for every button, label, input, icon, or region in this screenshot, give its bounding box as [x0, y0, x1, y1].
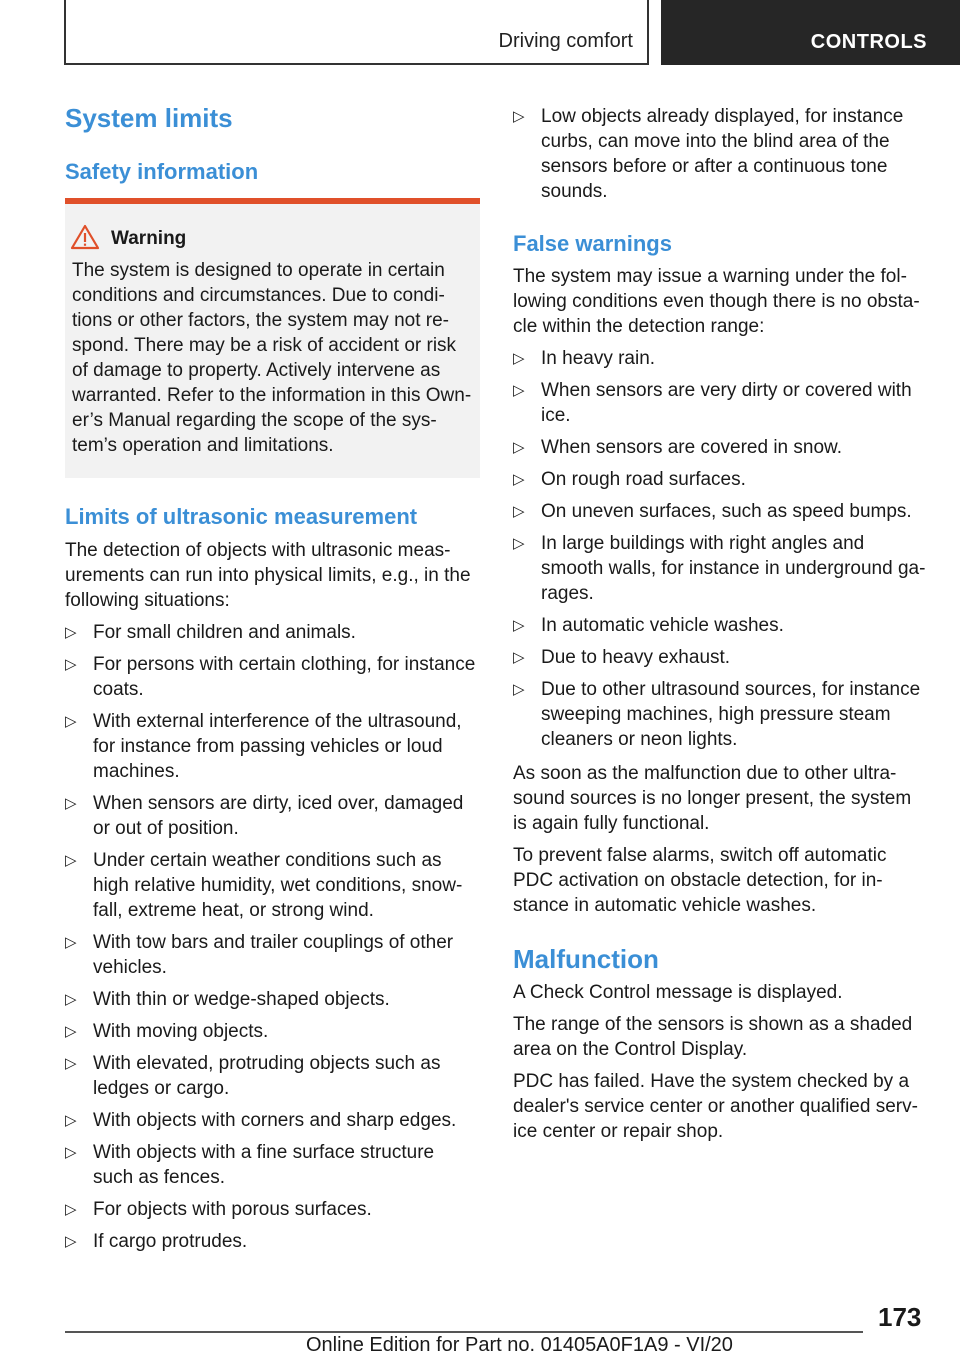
- bullet-icon: ▷: [513, 471, 525, 488]
- paragraph-line: stance in automatic vehicle washes.: [513, 895, 817, 916]
- list-item-text: For persons with certain clothing, for instance: [93, 654, 476, 675]
- bullet-icon: ▷: [513, 350, 525, 367]
- limits-intro-line: following situations:: [65, 590, 230, 611]
- bullet-icon: ▷: [513, 649, 525, 666]
- warning-line: The system is designed to operate in certain: [72, 260, 445, 281]
- list-item-text: On uneven surfaces, such as speed bumps.: [541, 501, 912, 522]
- list-item-text: sweeping machines, high pressure steam: [541, 704, 891, 725]
- false-intro-line: lowing conditions even though there is no obsta‐: [513, 291, 920, 312]
- list-item-text: or out of position.: [93, 818, 239, 839]
- warning-line: tions or other factors, the system may not re‐: [72, 310, 449, 331]
- list-item-text: ice.: [541, 405, 571, 426]
- list-item-text: Due to other ultrasound sources, for instance: [541, 679, 921, 700]
- list-item-text: When sensors are very dirty or covered with: [541, 380, 912, 401]
- bullet-icon: ▷: [65, 934, 77, 951]
- list-item-text: high relative humidity, wet conditions, snow‐: [93, 875, 463, 896]
- list-item-text: With tow bars and trailer couplings of other: [93, 932, 454, 953]
- list-item-text: curbs, can move into the blind area of the: [541, 131, 890, 152]
- bullet-icon: ▷: [65, 1144, 77, 1161]
- bullet-icon: ▷: [65, 991, 77, 1008]
- warning-line: er’s Manual regarding the scope of the sys‐: [72, 410, 437, 431]
- paragraph-line: As soon as the malfunction due to other ultra‐: [513, 763, 897, 784]
- list-item-text: Under certain weather conditions such as: [93, 850, 442, 871]
- false-intro-line: cle within the detection range:: [513, 316, 765, 337]
- list-item-text: In automatic vehicle washes.: [541, 615, 784, 636]
- list-item-text: sounds.: [541, 181, 608, 202]
- list-item-text: With thin or wedge-shaped objects.: [93, 989, 390, 1010]
- paragraph-line: area on the Control Display.: [513, 1039, 748, 1060]
- paragraph-line: sound sources is no longer present, the system: [513, 788, 912, 809]
- list-item-text: ledges or cargo.: [93, 1078, 230, 1099]
- list-item-text: For small children and animals.: [93, 622, 356, 643]
- list-item-text: When sensors are dirty, iced over, damaged: [93, 793, 464, 814]
- list-item-text: fall, extreme heat, or strong wind.: [93, 900, 374, 921]
- list-item-text: smooth walls, for instance in underground ga‐: [541, 558, 926, 579]
- false-warnings-heading: False warnings: [513, 231, 672, 256]
- list-item-text: sensors before or after a continuous tone: [541, 156, 888, 177]
- paragraph-line: is again fully functional.: [513, 813, 710, 834]
- list-item-text: On rough road surfaces.: [541, 469, 746, 490]
- bullet-icon: ▷: [65, 852, 77, 869]
- list-item-text: Low objects already displayed, for instance: [541, 106, 904, 127]
- list-item-text: such as fences.: [93, 1167, 226, 1188]
- paragraph-line: To prevent false alarms, switch off automatic: [513, 845, 887, 866]
- list-item-text: With moving objects.: [93, 1021, 269, 1042]
- list-item-text: rages.: [541, 583, 594, 604]
- paragraph-line: PDC has failed. Have the system checked by a: [513, 1071, 910, 1092]
- bullet-icon: ▷: [65, 713, 77, 730]
- bullet-icon: ▷: [65, 1023, 77, 1040]
- list-item-text: for instance from passing vehicles or loud: [93, 736, 443, 757]
- paragraph-line: PDC activation on obstacle detection, for in‐: [513, 870, 883, 891]
- header-chapter-box: [661, 0, 960, 65]
- list-item-text: In heavy rain.: [541, 348, 656, 369]
- warning-line: conditions and circumstances. Due to condi‐: [72, 285, 445, 306]
- warning-line: of damage to property. Actively intervene as: [72, 360, 441, 381]
- page-number: 173: [878, 1302, 922, 1332]
- warning-triangle-icon: [70, 224, 100, 250]
- warning-line: spond. There may be a risk of accident or risk: [72, 335, 457, 356]
- list-item-text: If cargo protrudes.: [93, 1231, 248, 1252]
- system-limits-heading: System limits: [65, 103, 233, 133]
- malfunction-heading: Malfunction: [513, 944, 659, 974]
- bullet-icon: ▷: [65, 656, 77, 673]
- bullet-icon: ▷: [65, 795, 77, 812]
- paragraph-line: ice center or repair shop.: [513, 1121, 724, 1142]
- bullet-icon: ▷: [513, 617, 525, 634]
- safety-information-heading: Safety information: [65, 159, 259, 184]
- warning-line: warranted. Refer to the information in this Own‐: [72, 385, 472, 406]
- bullet-icon: ▷: [513, 108, 525, 125]
- list-item-text: When sensors are covered in snow.: [541, 437, 842, 458]
- list-item-text: With objects with corners and sharp edges.: [93, 1110, 457, 1131]
- limits-heading: Limits of ultrasonic measurement: [65, 504, 418, 529]
- bullet-icon: ▷: [65, 624, 77, 641]
- paragraph-line: dealer's service center or another qualified serv‐: [513, 1096, 918, 1117]
- bullet-icon: ▷: [65, 1112, 77, 1129]
- bullet-icon: ▷: [513, 382, 525, 399]
- false-intro-line: The system may issue a warning under the fol‐: [513, 266, 907, 287]
- header-section-box: [64, 0, 649, 65]
- list-item-text: In large buildings with right angles and: [541, 533, 865, 554]
- list-item-text: coats.: [93, 679, 144, 700]
- bullet-icon: ▷: [65, 1233, 77, 1250]
- header-chapter-title: CONTROLS: [810, 31, 927, 53]
- list-item-text: cleaners or neon lights.: [541, 729, 738, 750]
- footer-divider: [65, 1331, 863, 1333]
- bullet-icon: ▷: [513, 535, 525, 552]
- warning-line: tem’s operation and limitations.: [72, 435, 334, 456]
- list-item-text: With elevated, protruding objects such as: [93, 1053, 441, 1074]
- bullet-icon: ▷: [65, 1201, 77, 1218]
- list-item-text: Due to heavy exhaust.: [541, 647, 731, 668]
- bullet-icon: ▷: [513, 681, 525, 698]
- limits-intro-line: urements can run into physical limits, e.g., in the: [65, 565, 471, 586]
- paragraph-line: A Check Control message is displayed.: [513, 982, 843, 1003]
- header-section-title: Driving comfort: [498, 30, 633, 52]
- limits-intro-line: The detection of objects with ultrasonic meas‐: [65, 540, 451, 561]
- bullet-icon: ▷: [513, 503, 525, 520]
- list-item-text: With external interference of the ultrasound,: [93, 711, 462, 732]
- list-item-text: vehicles.: [93, 957, 167, 978]
- list-item-text: For objects with porous surfaces.: [93, 1199, 372, 1220]
- bullet-icon: ▷: [513, 439, 525, 456]
- warning-title: Warning: [111, 228, 187, 249]
- bullet-icon: ▷: [65, 1055, 77, 1072]
- list-item-text: machines.: [93, 761, 180, 782]
- list-item-text: With objects with a fine surface structure: [93, 1142, 435, 1163]
- footer-edition: Online Edition for Part no. 01405A0F1A9 - VI/20: [306, 1334, 733, 1356]
- paragraph-line: The range of the sensors is shown as a shaded: [513, 1014, 913, 1035]
